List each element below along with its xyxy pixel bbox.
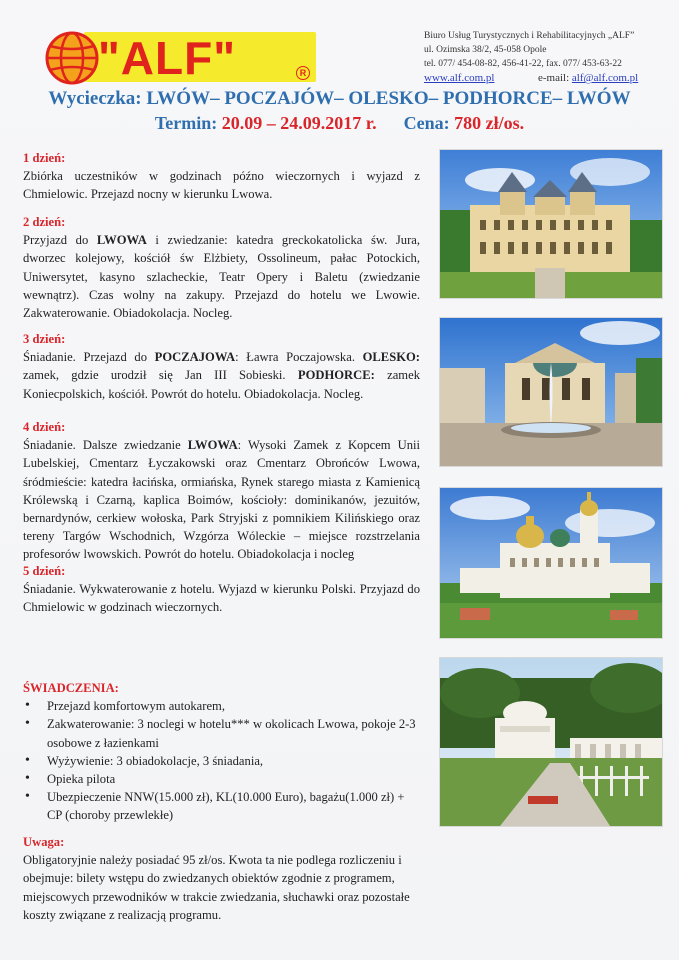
place-name: PODHORCE: bbox=[297, 368, 375, 383]
list-item: • Zakwaterowanie: 3 noclegi w hotelu*** w okolicach Lwowa, pokoje 2-3 osobowe z łazienkami bbox=[23, 715, 420, 751]
note-body: Obligatoryjnie należy posiadać 95 zł/os. Kwota ta nie podlega rozliczeniu i obejmuje: bilety wstępu do zwiedzanych obiektów zgodnie z programem, miejscowych przewodników w trakcie zwiedzania, słuchawki oraz pozostałe koszty związane z realizacją programu. bbox=[23, 853, 410, 922]
day-title: 3 dzień: bbox=[23, 332, 66, 346]
company-links bbox=[424, 71, 664, 85]
services-section bbox=[23, 679, 420, 825]
day-text: i zwiedzanie: katedra greckokatolicka św. Jura, dworzec kolejowy, kościół św Elżbiety, Ossolineum, pałac Potockich, Uniwersytet, kasyno szlacheckie, Teatr Opery i Baletu (zwiedzanie wewnątrz). Czas wolny na zakupy. Przejazd do hotelu we Lwowie. Zakwaterowanie. Obiadokolacja. Nocleg. bbox=[23, 233, 420, 321]
company-address: ul. Ozimska 38/2, 45-058 Opole bbox=[424, 45, 547, 55]
company-info bbox=[424, 29, 664, 85]
pochaiv-lavra-photo bbox=[440, 488, 662, 638]
trip-term-price bbox=[0, 113, 679, 134]
company-name: Biuro Usług Turystycznych i Rehabilitacyjnych „ALF” bbox=[424, 31, 635, 41]
day-text: : Ławra Poczajowska. bbox=[235, 350, 363, 365]
day-3 bbox=[23, 330, 420, 403]
day-body bbox=[23, 580, 420, 616]
price-value: 780 zł/os. bbox=[454, 113, 525, 133]
day-title: 2 dzień: bbox=[23, 215, 66, 229]
services-list bbox=[23, 697, 420, 824]
term-value: 20.09 – 24.09.2017 r. bbox=[221, 113, 377, 133]
day-text: zamek Koniecpolskich, kościół. Powrót do hotelu. Obiadokolacja. Nocleg. bbox=[23, 368, 420, 401]
email-label: e-mail: bbox=[538, 72, 570, 84]
day-body bbox=[23, 436, 420, 563]
price-label: Cena: bbox=[403, 113, 450, 133]
trip-route: LWÓW– POCZAJÓW– OLESKO– PODHORCE– LWÓW bbox=[146, 88, 631, 109]
day-text: zamek, gdzie urodził się Jan III Sobieski. bbox=[23, 368, 298, 383]
day-title: 1 dzień: bbox=[23, 151, 66, 165]
logo-text: "ALF" bbox=[98, 32, 237, 84]
day-text: : Wysoki Zamek z Kopcem Unii Lubelskiej, Cmentarz Łyczakowski oraz Cmentarz Obrońców Lwowa, śródmieście: katedra łacińska, ormiańska, Rynek starego miasta z Kamienicą Królewską i Czarną, kaplica Boimów, kościoły: dominikanów, jezuitów, bernardynów, cerkiew wołoska, Park Stryjski z pomnikiem Kilińskiego oraz tereny Targów Wschodnich, Wzgórza Wóleckie – miejsce rozstrzelania profesorów lwowskich. Powrót do hotelu. Obiadokolacja i nocleg bbox=[23, 438, 421, 562]
lviv-opera-photo bbox=[440, 318, 662, 466]
day-text: Śniadanie. Dalsze zwiedzanie bbox=[23, 438, 188, 453]
email-link[interactable]: alf@alf.com.pl bbox=[571, 72, 639, 84]
day-text: Zbiórka uczestników w godzinach późno wieczornych i wyjazd z Chmielowic. Przejazd nocny w kierunku Lwowa. bbox=[23, 169, 420, 202]
lviv-cemetery-photo bbox=[440, 658, 662, 826]
place-name: POCZAJOWA bbox=[154, 350, 236, 365]
day-body bbox=[23, 348, 420, 403]
registered-mark-icon: R bbox=[296, 66, 310, 80]
place-name: OLESKO: bbox=[362, 350, 420, 365]
day-title: 5 dzień: bbox=[23, 564, 66, 578]
website-link[interactable]: www.alf.com.pl bbox=[424, 72, 495, 84]
day-1 bbox=[23, 149, 420, 204]
list-item: • Przejazd komfortowym autokarem, bbox=[23, 697, 420, 715]
day-text: Śniadanie. Przejazd do bbox=[23, 350, 155, 365]
place-name: LWOWA bbox=[96, 233, 147, 248]
company-phones: tel. 077/ 454-08-82, 456-41-22, fax. 077/ 453-63-22 bbox=[424, 59, 622, 69]
list-item: • Ubezpieczenie NNW(15.000 zł), KL(10.000 Euro), bagażu(1.000 zł) + CP (choroby przewlekłe) bbox=[23, 788, 420, 824]
day-body bbox=[23, 167, 420, 203]
term-label: Termin: bbox=[154, 113, 218, 133]
email-row bbox=[538, 71, 638, 85]
day-2 bbox=[23, 213, 420, 322]
day-4 bbox=[23, 418, 420, 564]
alf-logo bbox=[44, 28, 307, 86]
podhorce-palace-photo bbox=[440, 150, 662, 298]
place-name: LWOWA bbox=[187, 438, 238, 453]
day-title: 4 dzień: bbox=[23, 420, 66, 434]
trip-title bbox=[0, 88, 679, 110]
day-text: Przyjazd do bbox=[23, 233, 97, 248]
day-5 bbox=[23, 562, 420, 617]
list-item: • Opieka pilota bbox=[23, 770, 420, 788]
list-item: • Wyżywienie: 3 obiadokolacje, 3 śniadania, bbox=[23, 752, 420, 770]
day-body bbox=[23, 231, 420, 322]
note-section bbox=[23, 833, 420, 924]
globe-icon bbox=[44, 30, 100, 86]
services-title: ŚWIADCZENIA: bbox=[23, 681, 119, 695]
day-text: Śniadanie. Wykwaterowanie z hotelu. Wyjazd w kierunku Polski. Przyjazd do Chmielowic w godzinach wieczornych. bbox=[23, 582, 420, 615]
note-title: Uwaga: bbox=[23, 835, 65, 849]
trip-title-label: Wycieczka: bbox=[48, 88, 142, 109]
